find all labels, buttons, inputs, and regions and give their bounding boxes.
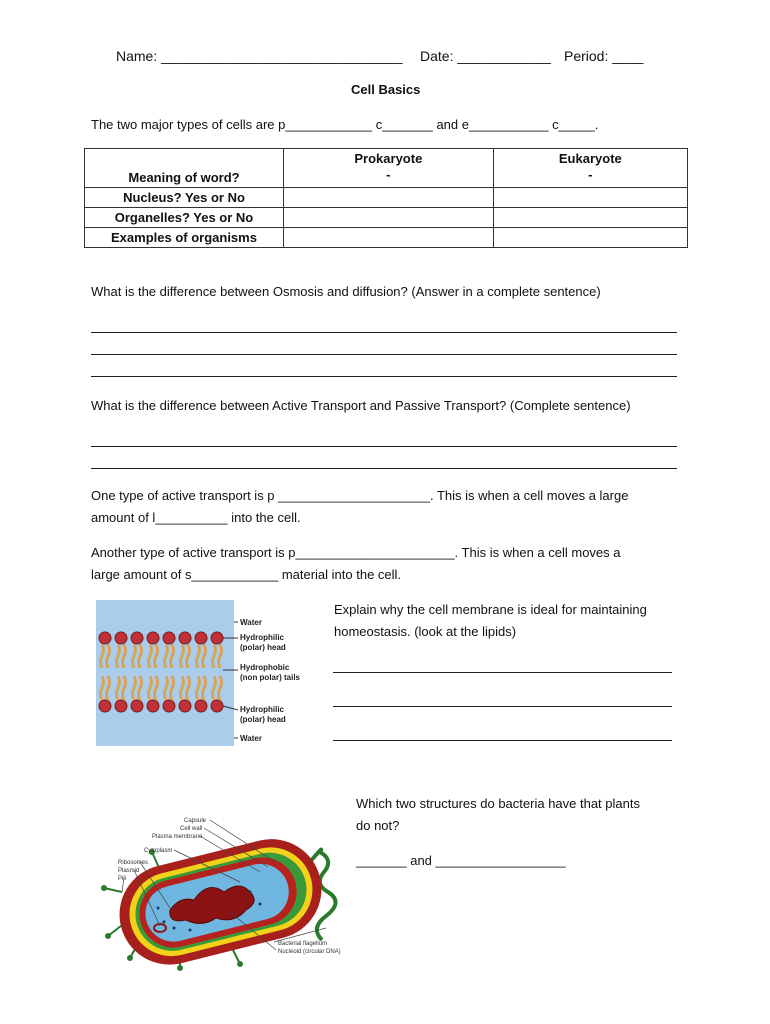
row-label-nucleus: Nucleus? Yes or No	[85, 188, 284, 208]
flagellum-label: Bacterial flagellum	[278, 941, 328, 947]
question-bacteria-line-2: do not?	[356, 818, 400, 833]
cytoplasm-label: Cytoplasm	[144, 848, 173, 854]
water-bottom-label: Water	[240, 734, 262, 743]
hydrophilic-top-label: Hydrophilic	[240, 633, 285, 642]
date-field-label: Date: ____________	[420, 48, 551, 64]
answer-line[interactable]	[91, 354, 677, 355]
answer-line[interactable]	[333, 740, 672, 741]
answer-cell[interactable]	[284, 228, 494, 248]
hydrophilic-bottom-label: Hydrophilic	[240, 705, 285, 714]
question-transport: What is the difference between Active Transport and Passive Transport? (Complete sentence)	[91, 398, 631, 413]
capsule-label: Capsule	[184, 818, 207, 824]
svg-text:(polar) head: (polar) head	[240, 715, 286, 724]
cell-type-table	[84, 148, 688, 248]
name-field-label: Name: _______________________________	[116, 48, 403, 64]
answer-cell[interactable]	[284, 208, 494, 228]
question-bacteria-line-1: Which two structures do bacteria have that plants	[356, 796, 640, 811]
answer-line[interactable]	[91, 376, 677, 377]
page-title: Cell Basics	[351, 82, 421, 97]
nucleoid-label: Nucleoid (circular DNA)	[278, 949, 341, 955]
intro-fill-in: The two major types of cells are p____________ c_______ and e___________ c_____.	[91, 117, 599, 132]
water-region	[96, 600, 234, 746]
plasmid-label: Plasmid	[118, 868, 140, 874]
phospholipid-bilayer-figure	[96, 600, 332, 746]
question-membrane-line-2: homeostasis. (look at the lipids)	[334, 624, 517, 639]
plasma-membrane-label: Plasma membrane	[152, 834, 203, 840]
question-osmosis: What is the difference between Osmosis and diffusion? (Answer in a complete sentence)	[91, 284, 601, 299]
active-transport-2-line-1: Another type of active transport is p______________________. This is when a cell moves a	[91, 545, 621, 560]
svg-text:(non polar) tails: (non polar) tails	[240, 673, 300, 682]
active-transport-1-line-2: amount of l__________ into the cell.	[91, 510, 301, 525]
row-label-meaning: Meaning of word?	[85, 149, 284, 188]
question-membrane-line-1: Explain why the cell membrane is ideal for maintaining	[334, 602, 647, 617]
answer-cell[interactable]	[493, 228, 687, 248]
answer-line[interactable]	[91, 446, 677, 447]
row-label-examples: Examples of organisms	[85, 228, 284, 248]
row-label-organelles: Organelles? Yes or No	[85, 208, 284, 228]
cell-wall-label: Cell wall	[180, 826, 203, 832]
answer-line[interactable]	[333, 672, 672, 673]
bacteria-answer-blanks[interactable]: _______ and __________________	[356, 853, 566, 868]
answer-cell[interactable]	[493, 208, 687, 228]
answer-cell[interactable]	[284, 188, 494, 208]
answer-line[interactable]	[333, 706, 672, 707]
answer-line[interactable]	[91, 332, 677, 333]
period-field-label: Period: ____	[564, 48, 644, 64]
bacterial-cell-figure	[100, 812, 350, 972]
active-transport-2-line-2: large amount of s____________ material into the cell.	[91, 567, 402, 582]
prokaryote-header: Prokaryote -	[284, 149, 494, 188]
water-top-label: Water	[240, 618, 262, 627]
pili-label: Pili	[118, 876, 127, 882]
eukaryote-header: Eukaryote -	[493, 149, 687, 188]
hydrophobic-label: Hydrophobic	[240, 663, 290, 672]
svg-text:(polar) head: (polar) head	[240, 643, 286, 652]
ribosomes-label: Ribosomes	[118, 860, 149, 866]
answer-cell[interactable]	[493, 188, 687, 208]
answer-line[interactable]	[91, 468, 677, 469]
active-transport-1-line-1: One type of active transport is p _____________________. This is when a cell moves a large	[91, 488, 629, 503]
